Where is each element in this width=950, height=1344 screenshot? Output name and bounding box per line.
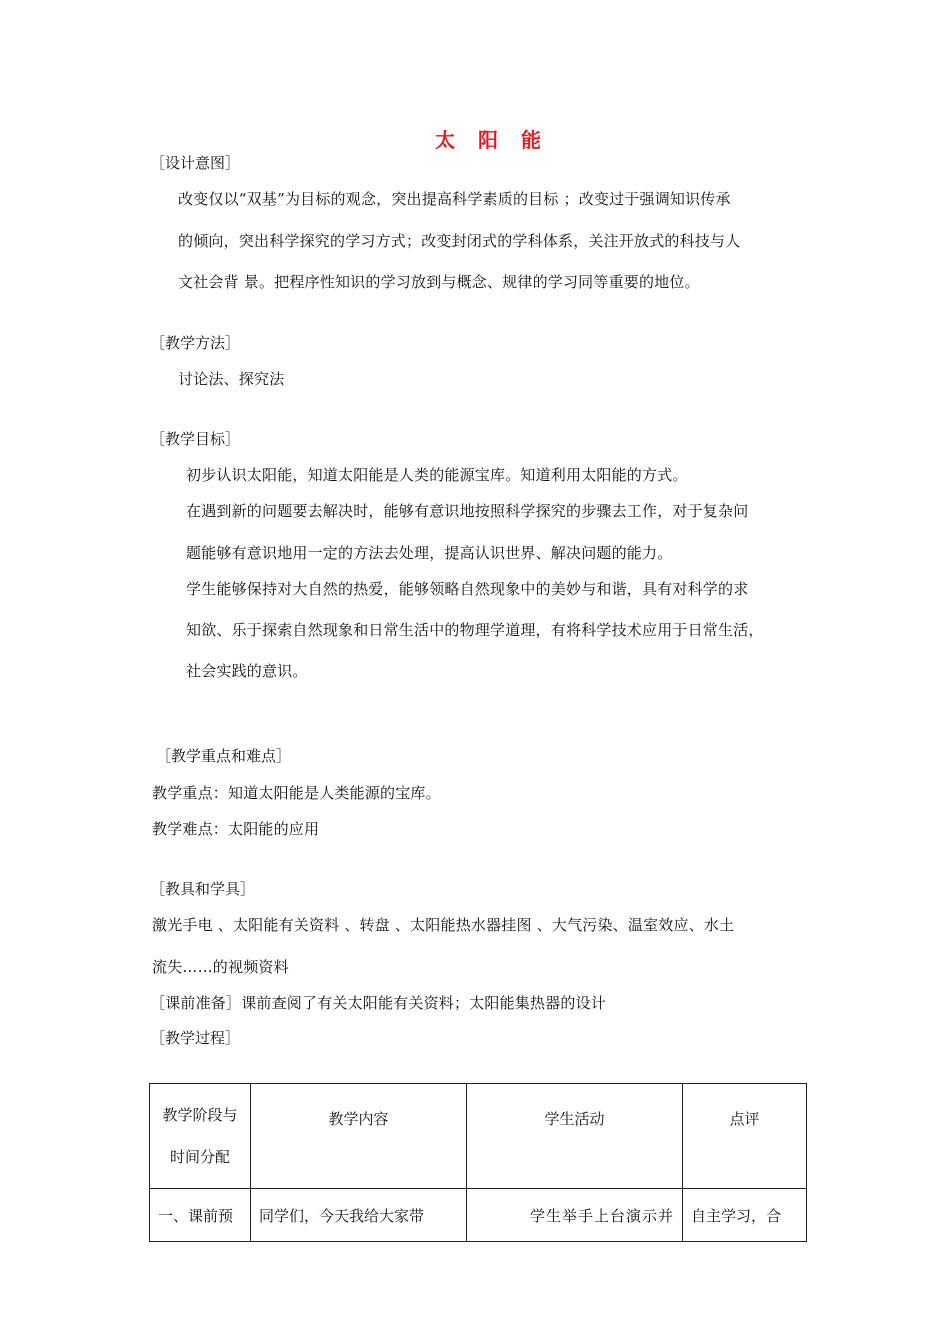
table-header-row bbox=[150, 1084, 807, 1189]
cell-content: 同学们，今天我给大家带 bbox=[251, 1189, 467, 1242]
cell-activity: 学生举手上台演示并 bbox=[467, 1189, 683, 1242]
teaching-goal-line: 在遇到新的问题要去解决时，能够有意识地按照科学探究的步骤去工作，对于复杂问 bbox=[186, 502, 749, 520]
header-activity: 学生活动 bbox=[467, 1084, 683, 1189]
design-intent-line: 改变仅以“双基”为目标的观念，突出提高科学素质的目标 ；改变过于强调知识传承 bbox=[178, 190, 731, 208]
header-stage-line1: 教学阶段与 bbox=[162, 1106, 238, 1124]
process-table bbox=[149, 1083, 807, 1242]
tools-line: 激光手电 、太阳能有关资料 、转盘 、太阳能热水器挂图 、大气污染、温室效应、水土 bbox=[152, 916, 735, 934]
teaching-goal-line: 学生能够保持对大自然的热爱，能够领略自然现象中的美妙与和谐，具有对科学的求 bbox=[186, 580, 749, 598]
teaching-goals-heading: ［教学目标］ bbox=[150, 430, 241, 448]
header-content: 教学内容 bbox=[251, 1084, 467, 1189]
cell-comment: 自主学习，合 bbox=[683, 1189, 807, 1242]
design-intent-heading: ［设计意图］ bbox=[150, 154, 241, 172]
page-title: 太 阳 能 bbox=[435, 128, 549, 152]
cell-stage: 一、课前预 bbox=[150, 1189, 251, 1242]
preparation-line: ［课前准备］课前查阅了有关太阳能有关资料；太阳能集热器的设计 bbox=[150, 994, 607, 1012]
key-focus: 教学重点：知道太阳能是人类能源的宝库。 bbox=[152, 784, 441, 802]
header-stage-time bbox=[150, 1084, 251, 1189]
tools-line: 流失……的视频资料 bbox=[152, 958, 289, 976]
tools-heading: ［教具和学具］ bbox=[150, 880, 256, 898]
teaching-goal-line: 初步认识太阳能，知道太阳能是人类的能源宝库。知道利用太阳能的方式。 bbox=[186, 466, 688, 484]
teaching-method-heading: ［教学方法］ bbox=[150, 334, 241, 352]
header-stage-line2: 时间分配 bbox=[169, 1148, 230, 1166]
process-heading: ［教学过程］ bbox=[150, 1029, 241, 1047]
design-intent-line: 的倾向，突出科学探究的学习方式；改变封闭式的学科体系，关注开放式的科技与人 bbox=[178, 232, 741, 250]
header-comment: 点评 bbox=[683, 1084, 807, 1189]
design-intent-line: 文社会背 景。把程序性知识的学习放到与概念、规律的学习同等重要的地位。 bbox=[178, 273, 700, 291]
table-row bbox=[150, 1189, 807, 1242]
teaching-method-text: 讨论法、探究法 bbox=[178, 370, 285, 388]
key-difficulty: 教学难点：太阳能的应用 bbox=[152, 820, 320, 838]
key-points-heading: ［教学重点和难点］ bbox=[156, 747, 292, 765]
teaching-goal-line: 社会实践的意识。 bbox=[186, 662, 308, 680]
teaching-goal-line: 题能够有意识地用一定的方法去处理，提高认识世界、解决问题的能力。 bbox=[186, 544, 673, 562]
teaching-goal-line: 知欲、乐于探索自然现象和日常生活中的物理学道理，有将科学技术应用于日常生活， bbox=[186, 621, 764, 639]
